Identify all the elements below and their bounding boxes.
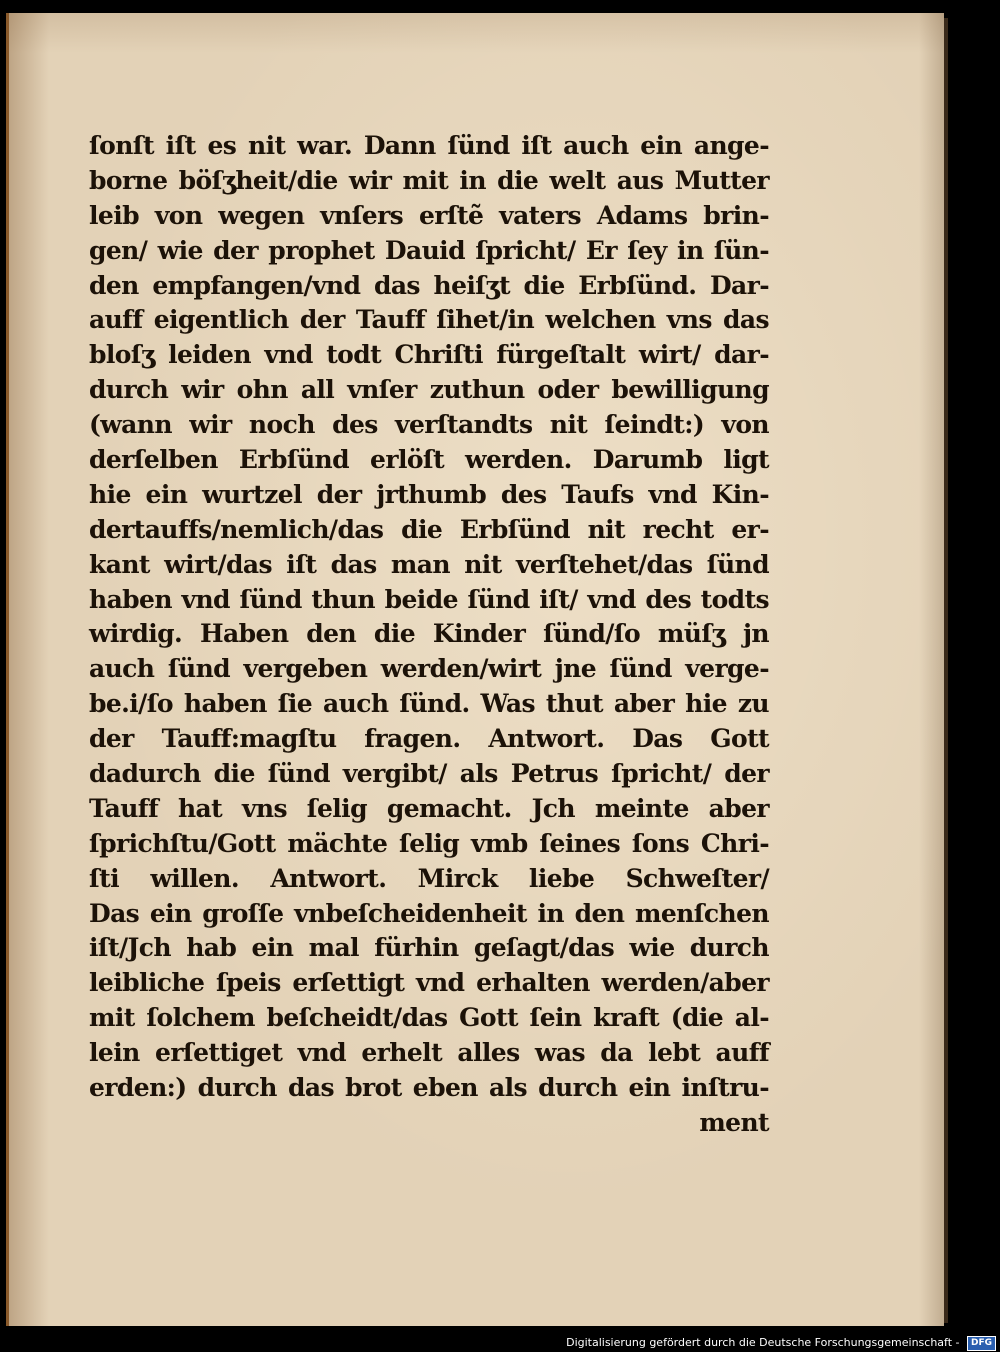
text-line: durch wir ohn all vnſer zuthun oder bewilligung [89, 375, 769, 405]
text-line: hie ein wurtzel der jrthumb des Taufs vnd Kin- [89, 479, 769, 509]
text-line: (wann wir noch des verſtandts nit ſeindt:) von [89, 410, 769, 440]
text-line: ſti willen. Antwort. Mirck liebe Schweſter/ [89, 863, 769, 893]
dfg-logo: DFG [967, 1336, 996, 1351]
text-line: Das ein groſſe vnbeſcheidenheit in den menſchen [89, 898, 769, 928]
page-text-block [89, 129, 769, 1141]
text-line: auch ſünd vergeben werden/wirt jne ſünd verge- [89, 654, 769, 684]
scanned-page [6, 13, 944, 1326]
text-line: be.i/ſo haben ſie auch ſünd. Was thut aber hie zu [89, 689, 769, 719]
catchword: ment [699, 1107, 769, 1137]
text-line: borne böſʒheit/die wir mit in die welt aus Mutter [89, 165, 769, 195]
text-line: der Tauff:magſtu fragen. Antwort. Das Gott [89, 724, 769, 754]
text-line: leibliche ſpeis erſettigt vnd erhalten werden/aber [89, 968, 769, 998]
text-line: ſonſt iſt es nit war. Dann ſünd iſt auch ein ange- [89, 131, 769, 160]
text-line: wirdig. Haben den die Kinder ſünd/ſo müſʒ jn [89, 619, 769, 649]
text-line: dertauffs/nemlich/das die Erbſünd nit recht er- [89, 514, 769, 544]
text-line: ſprichſtu/Gott mächte ſelig vmb ſeines ſons Chri- [89, 828, 769, 858]
funding-footer [0, 1333, 996, 1352]
text-line: derſelben Erbſünd erlöſt werden. Darumb ligt [89, 445, 769, 475]
text-line: haben vnd ſünd thun beide ſünd iſt/ vnd des todts [89, 584, 769, 614]
text-line: iſt/Jch hab ein mal fürhin geſagt/das wie durch [89, 933, 769, 963]
text-line: bloſʒ leiden vnd todt Chriſti fürgeſtalt wirt/ dar- [89, 340, 769, 370]
text-line: gen/ wie der prophet Dauid ſpricht/ Er ſey in ſün- [89, 235, 769, 265]
text-line: leib von wegen vnſers erſtẽ vaters Adams brin- [89, 200, 769, 230]
text-line: dadurch die ſünd vergibt/ als Petrus ſpricht/ der [89, 759, 769, 789]
text-line: Tauff hat vns ſelig gemacht. Jch meinte aber [89, 793, 769, 823]
text-line: auff eigentlich der Tauff ſihet/in welchen vns das [89, 305, 769, 335]
text-line: erden:) durch das brot eben als durch ein inſtru- [89, 1073, 769, 1103]
funding-note: Digitalisierung gefördert durch die Deutsche Forschungsgemeinschaft - [566, 1336, 960, 1349]
page-edge-shadow [944, 18, 948, 1323]
text-line: lein erſettiget vnd erhelt alles was da lebt auff [89, 1038, 769, 1068]
text-line: kant wirt/das iſt das man nit verſtehet/das ſünd [89, 549, 769, 579]
text-line: den empfangen/vnd das heiſʒt die Erbſünd. Dar- [89, 270, 769, 300]
text-line: mit ſolchem beſcheidt/das Gott ſein kraft (die al- [89, 1003, 769, 1033]
